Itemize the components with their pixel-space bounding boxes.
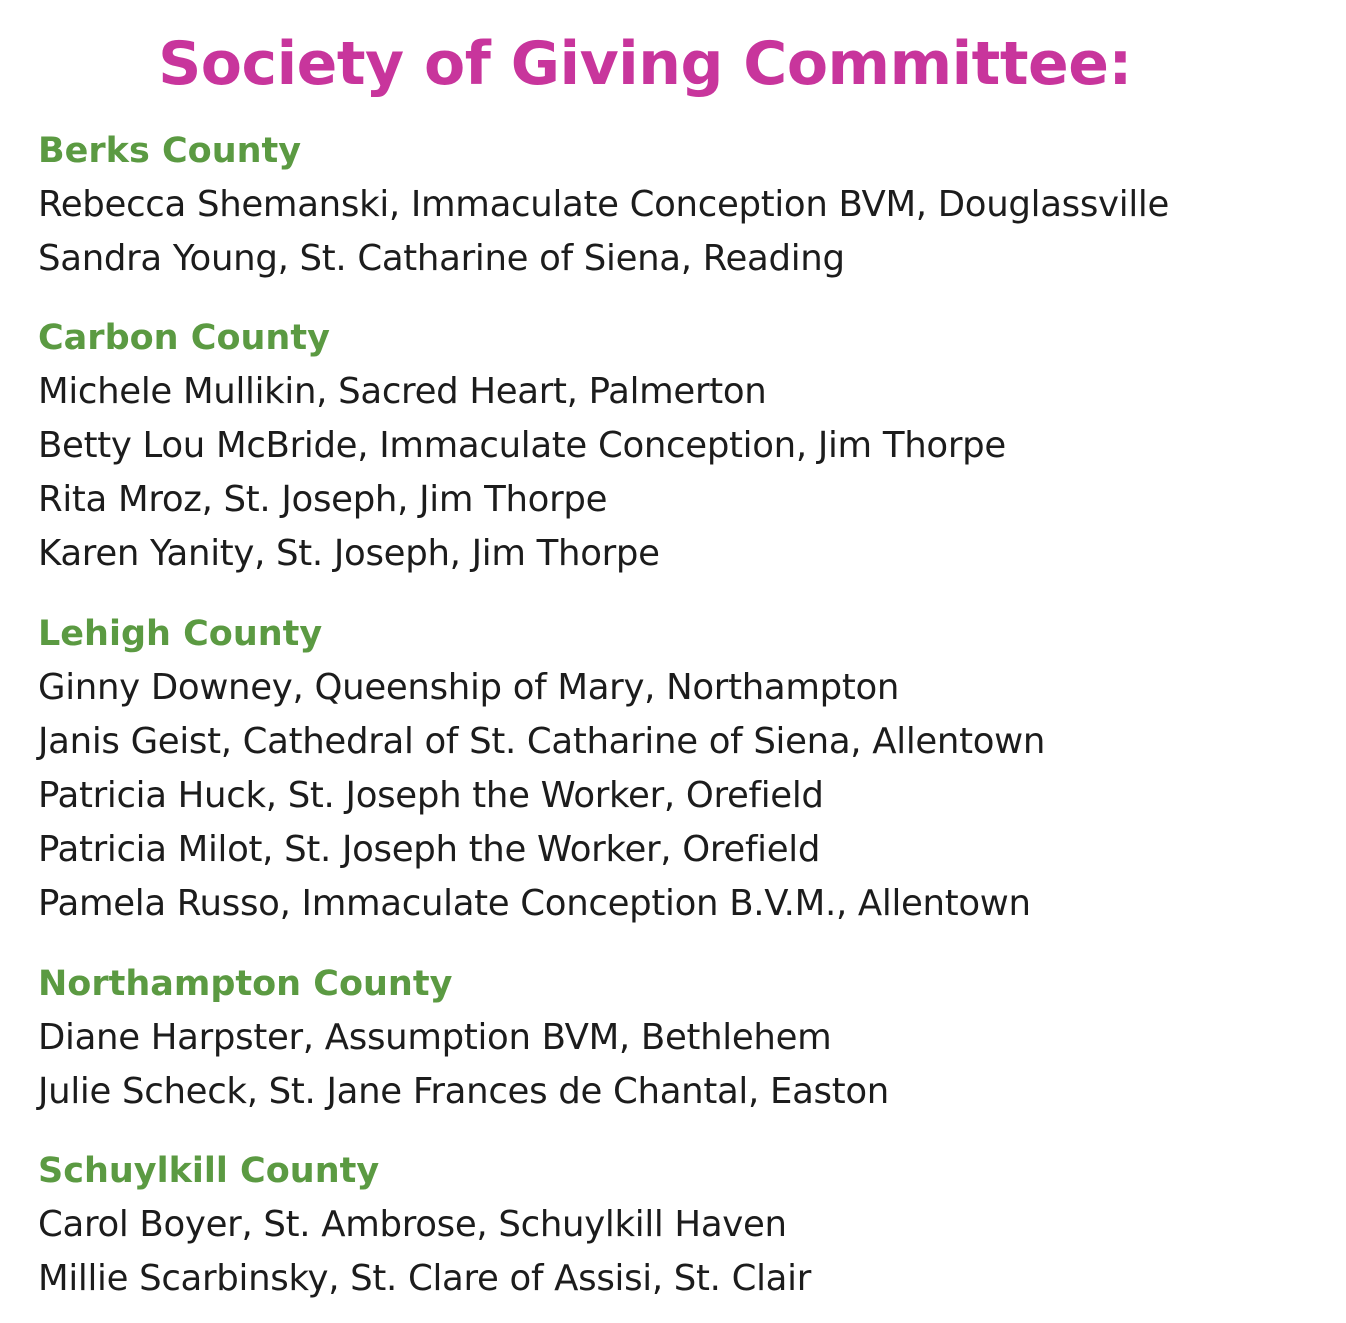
member-item: Ginny Downey, Queenship of Mary, Northampton bbox=[38, 667, 900, 708]
member-item: Diane Harpster, Assumption BVM, Bethlehem bbox=[38, 1017, 832, 1058]
county-heading: Lehigh County bbox=[38, 614, 323, 654]
member-item: Janis Geist, Cathedral of St. Catharine of Siena, Allentown bbox=[38, 721, 1046, 762]
county-section-northampton bbox=[38, 957, 1328, 1119]
member-item: Rebecca Shemanski, Immaculate Conception BVM, Douglassville bbox=[38, 184, 1169, 225]
member-item: Patricia Huck, St. Joseph the Worker, Orefield bbox=[38, 775, 824, 816]
member-item: Patricia Milot, St. Joseph the Worker, Orefield bbox=[38, 829, 821, 870]
member-item: Carol Boyer, St. Ambrose, Schuylkill Haven bbox=[38, 1204, 787, 1245]
member-item: Rita Mroz, St. Joseph, Jim Thorpe bbox=[38, 479, 608, 520]
member-item: Betty Lou McBride, Immaculate Conception, Jim Thorpe bbox=[38, 425, 1006, 466]
county-section-berks bbox=[38, 124, 1328, 286]
county-section-lehigh bbox=[38, 607, 1328, 931]
member-item: Pamela Russo, Immaculate Conception B.V.M., Allentown bbox=[38, 883, 1031, 924]
county-heading: Schuylkill County bbox=[38, 1151, 380, 1191]
county-heading: Carbon County bbox=[38, 318, 330, 358]
member-item: Michele Mullikin, Sacred Heart, Palmerton bbox=[38, 371, 767, 412]
county-heading: Northampton County bbox=[38, 964, 453, 1004]
member-item: Millie Scarbinsky, St. Clare of Assisi, St. Clair bbox=[38, 1258, 811, 1299]
member-item: Karen Yanity, St. Joseph, Jim Thorpe bbox=[38, 533, 660, 574]
page-title: Society of Giving Committee: bbox=[158, 29, 1132, 99]
member-item: Sandra Young, St. Catharine of Siena, Reading bbox=[38, 238, 845, 279]
county-section-schuylkill bbox=[38, 1144, 1328, 1306]
member-item: Julie Scheck, St. Jane Frances de Chantal, Easton bbox=[38, 1071, 889, 1112]
county-section-carbon bbox=[38, 311, 1328, 581]
county-heading: Berks County bbox=[38, 131, 302, 171]
